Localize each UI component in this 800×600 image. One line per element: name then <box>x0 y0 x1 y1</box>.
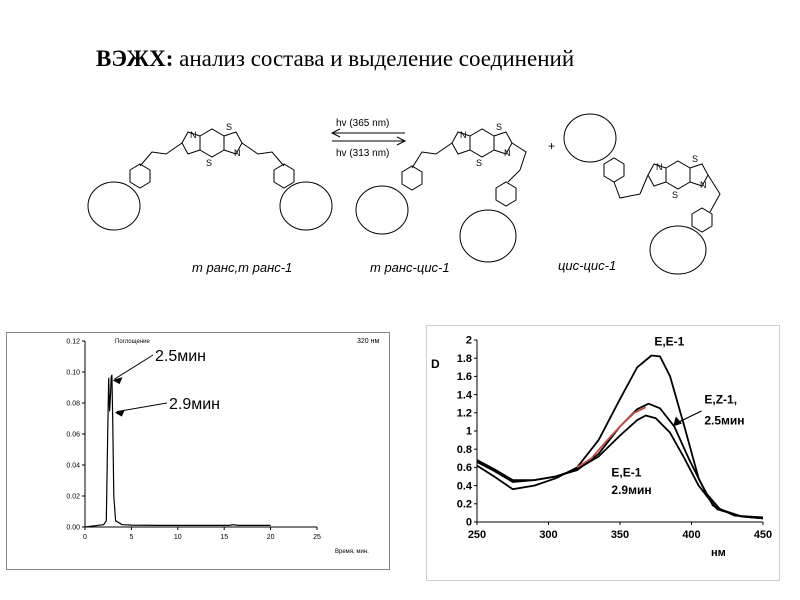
x-tick-label: 450 <box>753 529 773 541</box>
x-tick-label: 350 <box>610 529 630 541</box>
x-tick-label: 10 <box>173 534 182 541</box>
x-tick-label: 300 <box>539 529 558 541</box>
label-trans-cis: т ранс-цис-1 <box>370 260 450 275</box>
x-tick-label: 20 <box>266 534 275 541</box>
y-tick-label: 0.6 <box>456 462 472 475</box>
y-tick-label: 0 <box>465 516 472 529</box>
y-tick-label: 0.8 <box>456 443 472 456</box>
y-tick-label: 1.4 <box>456 389 472 402</box>
x-tick-label: 15 <box>220 534 229 541</box>
x-tick-label: 0 <box>83 534 87 541</box>
y-tick-label: 0.4 <box>456 480 472 493</box>
label-cis-cis: цис-цис-1 <box>558 258 617 273</box>
spectra-ylabel: D <box>431 357 440 371</box>
y-tick-label: 2 <box>465 334 472 347</box>
chromatogram-chart <box>7 333 389 569</box>
molecule-trans-trans <box>88 129 332 230</box>
arrow-top-label: hv (365 nm) <box>336 118 390 129</box>
title-rest: анализ состава и выделение соединений <box>173 46 575 71</box>
annotation-arrow-0 <box>115 355 153 379</box>
svg-text:N: N <box>504 148 511 158</box>
annotation-2: 2.5мин <box>704 413 745 428</box>
y-tick-label: 0.12 <box>66 338 80 346</box>
label-trans-trans: т ранс,т ранс-1 <box>192 260 293 275</box>
svg-text:S: S <box>476 158 483 168</box>
svg-text:N: N <box>190 130 197 140</box>
spectra-panel <box>426 325 780 581</box>
annotation-1: 2.9мин <box>169 396 221 413</box>
photo-arrows <box>332 129 405 145</box>
y-tick-label: 0.02 <box>66 493 80 501</box>
arrow-bottom-label: hv (313 nm) <box>336 148 390 159</box>
y-tick-label: 0.00 <box>66 524 80 532</box>
y-tick-label: 0.2 <box>456 498 472 511</box>
annotation-1: E,Z-1, <box>704 392 738 407</box>
plus-sign: + <box>548 139 556 153</box>
annotation-0: E,E-1 <box>654 334 685 349</box>
svg-text:N: N <box>656 162 663 172</box>
x-tick-label: 400 <box>682 529 701 541</box>
y-tick-label: 1.6 <box>456 371 472 384</box>
y-tick-label: 1.2 <box>456 407 472 420</box>
annotation-arrowhead-0 <box>113 377 123 384</box>
chromatogram-panel <box>6 332 390 570</box>
annotation-3: E,E-1 <box>611 465 642 480</box>
x-tick-label: 250 <box>467 529 487 541</box>
y-tick-label: 1.8 <box>456 352 472 365</box>
svg-text:S: S <box>692 154 699 164</box>
title-bold: ВЭЖХ: <box>96 46 174 71</box>
spectra-xlabel: нм <box>711 547 726 559</box>
y-tick-label: 0.08 <box>66 400 80 408</box>
y-tick-label: 0.06 <box>66 431 80 439</box>
chromatogram-xlabel: Время, мин. <box>335 549 369 555</box>
svg-text:N: N <box>700 180 707 190</box>
svg-text:S: S <box>672 190 679 200</box>
svg-text:S: S <box>496 122 503 132</box>
svg-text:S: S <box>206 158 213 168</box>
chromatogram-title: Поглощение <box>115 339 150 345</box>
y-tick-label: 0.10 <box>66 369 80 377</box>
x-tick-label: 5 <box>129 534 134 541</box>
x-tick-label: 25 <box>313 534 321 541</box>
chromatogram-wavelength: 320 нм <box>357 338 380 345</box>
annotation-4: 2.9мин <box>611 482 652 497</box>
y-tick-label: 0.04 <box>66 462 80 470</box>
svg-text:N: N <box>460 130 467 140</box>
svg-text:S: S <box>226 122 233 132</box>
y-tick-label: 1 <box>465 425 472 438</box>
svg-text:N: N <box>234 148 241 158</box>
chromatogram-annotations <box>113 348 220 417</box>
annotation-0: 2.5мин <box>155 348 207 365</box>
molecule-cis-cis <box>564 114 720 274</box>
reaction-scheme <box>80 108 740 288</box>
slide-title <box>96 46 574 72</box>
spectra-chart <box>427 326 779 580</box>
chromatogram-axes <box>66 338 321 541</box>
